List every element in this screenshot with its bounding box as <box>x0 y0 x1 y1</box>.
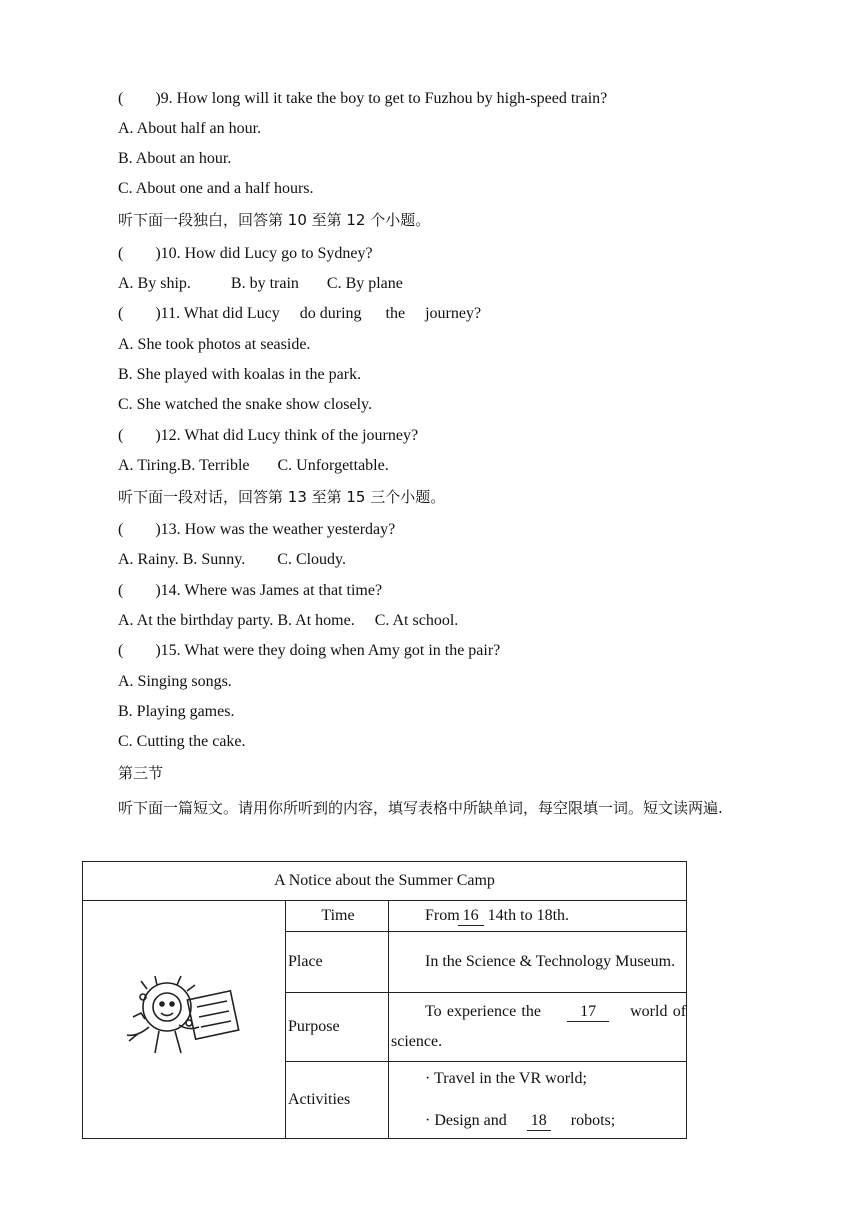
question-line: C. Cutting the cake. <box>118 733 246 750</box>
question-line: A. Singing songs. <box>118 673 232 690</box>
children-robot-illustration-icon <box>119 967 249 1067</box>
time-value <box>389 901 687 932</box>
notice-table <box>82 861 687 1139</box>
question-line: ( )15. What were they doing when Amy got in the pair? <box>118 642 501 659</box>
activity-2-suffix: robots; <box>570 1112 616 1129</box>
activity-1: · Travel in the VR world; <box>425 1070 587 1087</box>
question-line: A. By ship. B. by train C. By plane <box>118 275 403 292</box>
time-label: Time <box>286 901 389 932</box>
question-line: C. About one and a half hours. <box>118 180 314 197</box>
section-heading: 听下面一段独白，回答第 10 至第 12 个小题。 <box>118 211 431 229</box>
question-line: ( )11. What did Lucy do during the journey? <box>118 305 482 322</box>
notice-title: A Notice about the Summer Camp <box>83 862 687 901</box>
question-line: B. She played with koalas in the park. <box>118 366 362 383</box>
section-heading: 第三节 <box>118 764 164 782</box>
activity-2 <box>425 1110 686 1132</box>
purpose-label: Purpose <box>286 993 389 1062</box>
question-line: ( )12. What did Lucy think of the journey? <box>118 427 419 444</box>
blank-16[interactable]: 16 <box>458 907 484 926</box>
place-text: In the Science & Technology Museum. <box>425 953 676 970</box>
question-line: A. She took photos at seaside. <box>118 336 311 353</box>
camp-illustration <box>83 901 286 1139</box>
question-line: A. Tiring.B. Terrible C. Unforgettable. <box>118 457 389 474</box>
activity-2-prefix: · Design and <box>425 1112 507 1129</box>
blank-18[interactable]: 18 <box>527 1112 551 1131</box>
question-line: ( )13. How was the weather yesterday? <box>118 521 396 538</box>
purpose-suffix: world of science. <box>391 1003 687 1050</box>
activities-value <box>389 1062 687 1139</box>
activities-label: Activities <box>286 1062 389 1139</box>
place-value <box>389 932 687 993</box>
place-label: Place <box>286 932 389 993</box>
question-line: ( )10. How did Lucy go to Sydney? <box>118 245 373 262</box>
question-line: ( )9. How long will it take the boy to get to Fuzhou by high-speed train? <box>118 90 608 107</box>
time-suffix: 14th to 18th. <box>483 907 570 924</box>
purpose-value <box>389 993 687 1062</box>
time-prefix: From <box>425 907 460 924</box>
question-line: ( )14. Where was James at that time? <box>118 582 383 599</box>
section-heading: 听下面一段对话，回答第 13 至第 15 三个小题。 <box>118 488 446 506</box>
purpose-prefix: To experience the <box>425 1003 541 1020</box>
question-line: B. Playing games. <box>118 703 235 720</box>
question-line: A. Rainy. B. Sunny. C. Cloudy. <box>118 551 347 568</box>
question-line: B. About an hour. <box>118 150 232 167</box>
question-line: C. She watched the snake show closely. <box>118 396 373 413</box>
blank-17[interactable]: 17 <box>567 1003 609 1022</box>
section-instruction: 听下面一篇短文。请用你所听到的内容，填写表格中所缺单词，每空限填一词。短文读两遍. <box>118 799 723 817</box>
question-line: A. At the birthday party. B. At home. C. At school. <box>118 612 459 629</box>
question-line: A. About half an hour. <box>118 120 262 137</box>
